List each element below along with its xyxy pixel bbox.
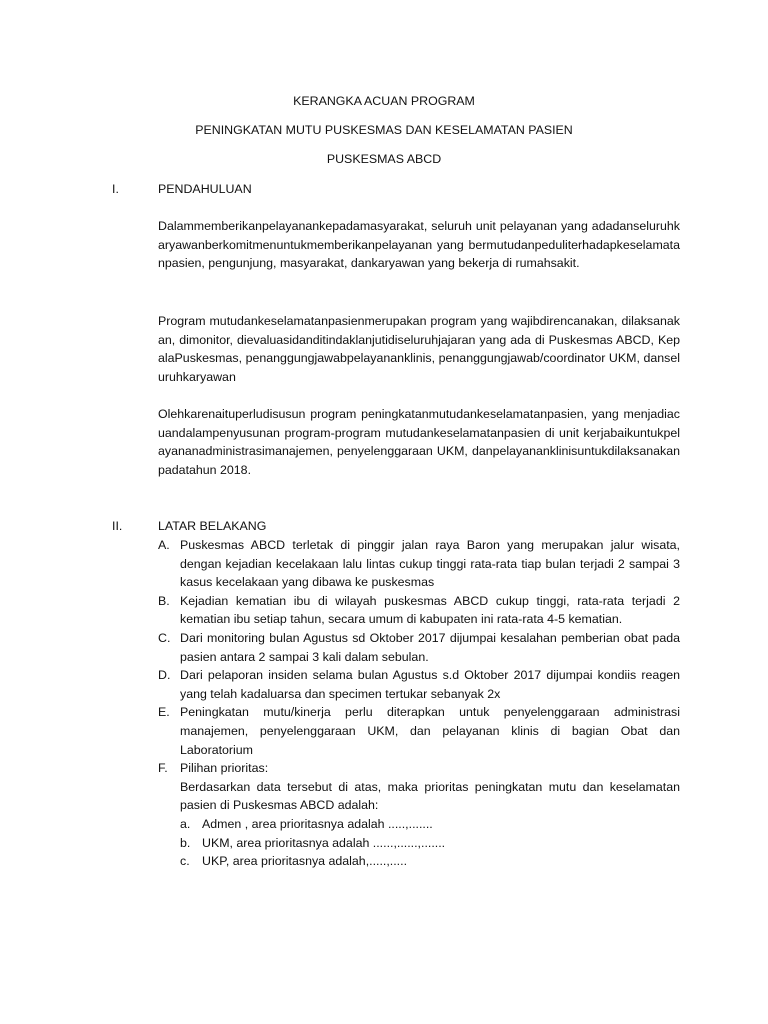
list-marker: E. [158,705,170,720]
document-organization: PUSKESMAS ABCD [326,152,442,166]
sub-list-marker: b. [180,835,191,850]
list-item [158,759,680,871]
list-item-text: Puskesmas ABCD terletak di pinggir jalan raya Baron yang merupakan jalur wisata, dengan kejadian kecelakaan lalu lintas cukup tinggi rata-rata tiap bulan terjadi 2 sampai 3 kasus kecelakaan yang dibawa ke puskesmas [180,538,680,590]
list-marker: D. [158,668,171,683]
list-item-text: Kejadian kematian ibu di wilayah puskesmas ABCD cukup tinggi, rata-rata terjadi 2 kematian ibu setiap tahun, secara umum di kabupaten ini rata-rata 4-5 kematian. [180,593,680,627]
section-number: I. [112,182,119,196]
list-item-text: Dari monitoring bulan Agustus sd Oktober 2017 dijumpai kesalahan pemberian obat pada pasien antara 2 sampai 3 kali dalam sebulan. [180,630,680,664]
prioritas-intro: Berdasarkan data tersebut di atas, maka prioritas peningkatan mutu dan keselamatan pasien di Puskesmas ABCD adalah: [180,779,680,813]
document-title: KERANGKA ACUAN PROGRAM [293,94,475,108]
list-item [158,703,680,759]
sub-list-marker: c. [180,854,190,869]
sub-list-item-text: UKP, area prioritasnya adalah,.....,..... [202,854,408,869]
sub-list-item [180,834,680,853]
list-marker: F. [158,761,168,776]
list-item [158,592,680,629]
list-item-text: Pilihan prioritas: [180,761,269,776]
list-item [158,536,680,592]
document-subtitle: PENINGKATAN MUTU PUSKESMAS DAN KESELAMATAN PASIEN [195,123,573,137]
list-marker: B. [158,593,170,608]
paragraph: Dalammemberikanpelayanankepadamasyarakat, seluruh unit pelayanan yang adadanseluruhkaryawanberkomitmenuntukmemberikanpelayanan yang bermutudanpeduliterhadapkeselamatanpasien, pengunjung, masyarakat, dankaryawan yang bekerja di rumahsakit. [158,219,680,271]
sub-list-item-text: UKM, area prioritasnya adalah ......,......,....... [202,835,446,850]
paragraph: Olehkarenaituperludisusun program peningkatanmutudankeselamatanpasien, yang menjadiacuandalampenyusunan program-program mutudankeselamatanpasien di unit kerjabaikuntukpelayananadministrasimanajemen, penyelenggaraan UKM, danpelayananklinisuntukdilaksanakanpadatahun 2018. [158,407,680,477]
section-number: II. [112,519,123,533]
list-marker: C. [158,630,171,645]
sub-list-item [180,852,680,871]
background-list [158,536,680,871]
sub-list-marker: a. [180,816,191,831]
list-item-text: Peningkatan mutu/kinerja perlu diterapkan untuk penyelenggaraan administrasi manajemen, penyelenggaraan UKM, dan pelayanan klinis di bagian Obat dan Laboratorium [180,705,680,757]
list-marker: A. [158,538,170,552]
section-title: PENDAHULUAN [158,182,252,196]
list-item [158,666,680,703]
priority-sublist [180,815,680,871]
list-item-text: Dari pelaporan insiden selama bulan Agustus s.d Oktober 2017 dijumpai kondiis reagen yang telah kadaluarsa dan specimen tertukar sebanyak 2x [180,668,680,701]
list-item [158,629,680,666]
section-title: LATAR BELAKANG [158,519,267,533]
paragraph: Program mutudankeselamatanpasienmerupakan program yang wajibdirencanakan, dilaksanakan, dimonitor, dievaluasidanditindaklanjutidiseluruhjajaran yang ada di Puskesmas ABCD, KepalaPuskesmas, penanggungjawabpelayananklinis, penanggungjawab/coordinator UKM, danseluruhkaryawan [158,314,680,384]
sub-list-item-text: Admen , area prioritasnya adalah .....,....... [202,816,433,831]
sub-list-item [180,815,680,834]
